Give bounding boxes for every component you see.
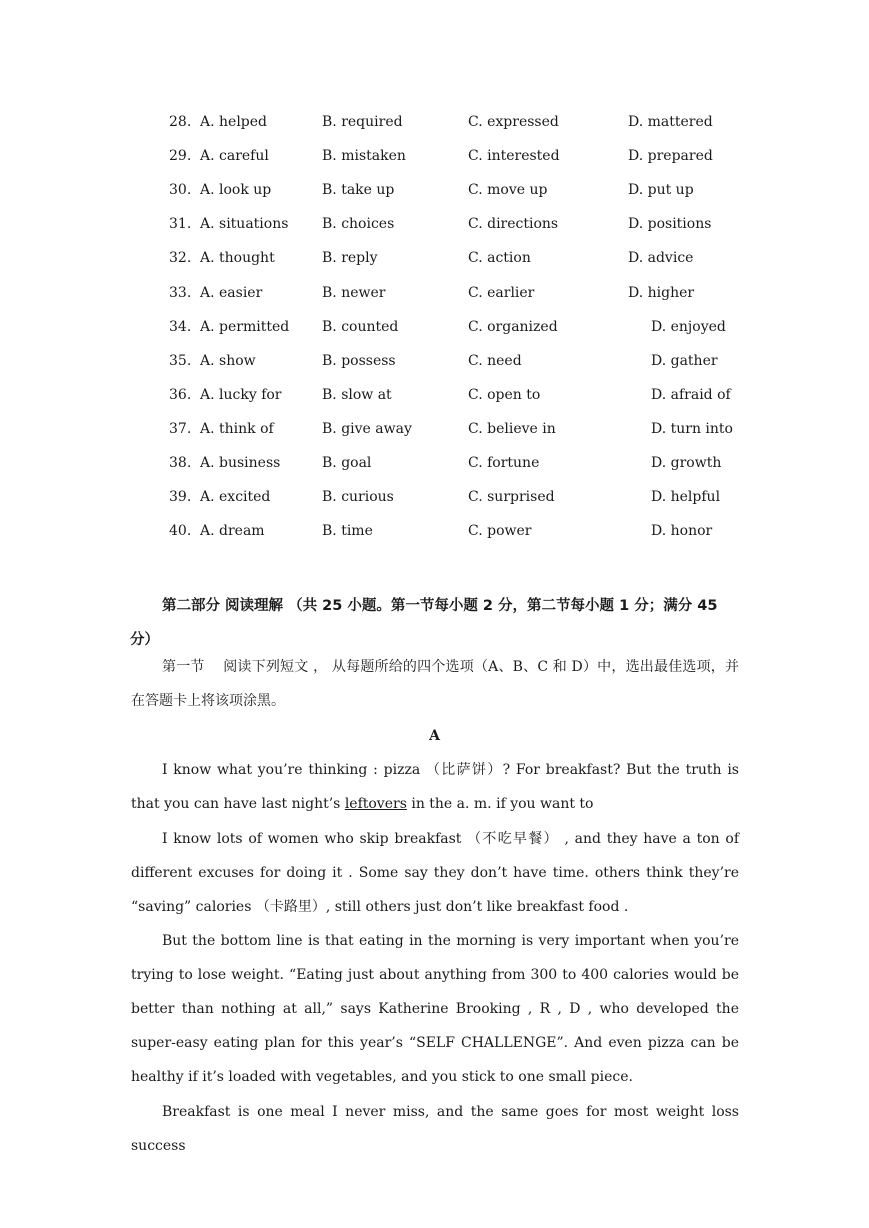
question-number: 36. [169, 387, 192, 403]
option-c: C. interested [468, 148, 560, 164]
passage-paragraph-4: Breakfast is one meal I never miss, and the same goes for most weight loss success [131, 1104, 739, 1154]
option-c: C. organized [468, 319, 558, 335]
option-a: A. business [200, 455, 281, 471]
underlined-word: leftovers [344, 796, 407, 812]
option-b: B. goal [322, 455, 372, 471]
option-a: A. show [200, 353, 256, 369]
option-b: B. time [322, 523, 373, 539]
option-b: B. curious [322, 489, 394, 505]
question-number: 33. [169, 285, 192, 301]
question-number: 34. [169, 319, 192, 335]
passage-paragraph-2: I know lots of women who skip breakfast （不吃早餐） , and they have a ton of different excuses for doing it . Some say they don’t have time. others think they’re “saving” calories （卡路里）, still others just don’t like breakfast food . [131, 831, 739, 915]
option-a: A. lucky for [200, 387, 282, 403]
option-a: A. excited [200, 489, 271, 505]
question-number: 28. [169, 114, 192, 130]
option-d: D. afraid of [651, 387, 731, 403]
option-a: A. careful [200, 148, 269, 164]
p1-text-end: in the a. m. if you want to [406, 796, 594, 812]
question-number: 37. [169, 421, 192, 437]
option-d: D. turn into [651, 421, 733, 437]
option-c: C. open to [468, 387, 541, 403]
question-number: 38. [169, 455, 192, 471]
option-d: D. advice [628, 250, 694, 266]
question-number: 40. [169, 523, 192, 539]
question-number: 31. [169, 216, 192, 232]
option-a: A. helped [200, 114, 267, 130]
option-b: B. choices [322, 216, 395, 232]
option-a: A. think of [200, 421, 274, 437]
question-number: 39. [169, 489, 192, 505]
option-b: B. newer [322, 285, 386, 301]
option-d: D. helpful [651, 489, 721, 505]
question-number: 29. [169, 148, 192, 164]
option-d: D. mattered [628, 114, 713, 130]
section-title [130, 589, 742, 648]
section-title-line2: 分） [130, 632, 159, 648]
question-number: 35. [169, 353, 192, 369]
question-number: 30. [169, 182, 192, 198]
option-d: D. gather [651, 353, 718, 369]
option-a: A. permitted [200, 319, 290, 335]
passage-paragraph-1 [131, 753, 739, 821]
option-a: A. look up [200, 182, 272, 198]
option-d: D. enjoyed [651, 319, 726, 335]
option-c: C. move up [468, 182, 548, 198]
option-c: C. believe in [468, 421, 556, 437]
passage-label: A [429, 728, 440, 744]
option-b: B. counted [322, 319, 399, 335]
question-number: 32. [169, 250, 192, 266]
option-c: C. earlier [468, 285, 535, 301]
option-b: B. slow at [322, 387, 392, 403]
option-a: A. situations [200, 216, 289, 232]
option-a: A. dream [200, 523, 265, 539]
option-b: B. take up [322, 182, 395, 198]
subsection-title: 第一节 [162, 659, 205, 675]
option-d: D. honor [651, 523, 713, 539]
option-a: A. easier [200, 285, 263, 301]
option-c: C. action [468, 250, 531, 266]
option-d: D. higher [628, 285, 695, 301]
option-c: C. fortune [468, 455, 540, 471]
option-b: B. reply [322, 250, 378, 266]
option-c: C. need [468, 353, 522, 369]
option-d: D. growth [651, 455, 722, 471]
option-c: C. directions [468, 216, 559, 232]
option-a: A. thought [200, 250, 275, 266]
option-b: B. mistaken [322, 148, 406, 164]
instruction-text: 阅读下列短文 ， 从每题所给的四个选项（A、B、C 和 D）中，选出最佳选项，并在答题卡上将该项涂黑。 [131, 659, 739, 709]
section-title-line1: 第二部分 阅读理解 （共 25 小题。第一节每小题 2 分，第二节每小题 1 分；满分 45 [162, 598, 718, 614]
section-instruction [131, 650, 739, 718]
option-d: D. positions [628, 216, 712, 232]
option-c: C. surprised [468, 489, 555, 505]
option-b: B. give away [322, 421, 412, 437]
option-d: D. prepared [628, 148, 713, 164]
passage-paragraph-3: But the bottom line is that eating in the morning is very important when you’re trying to lose weight. “Eating just about anything from 300 to 400 calories would be better than nothing at all,” says Katherine Brooking , R , D , who developed the super-easy eating plan for this year’s “SELF CHALLENGE”. And even pizza can be healthy if it’s loaded with vegetables, and you stick to one small piece. [131, 933, 739, 1085]
p1-text: I know what you’re thinking : pizza （比萨饼）? For breakfast? But the truth is that you can have last night’s [131, 762, 739, 812]
option-b: B. possess [322, 353, 396, 369]
option-c: C. power [468, 523, 532, 539]
option-b: B. required [322, 114, 403, 130]
option-d: D. put up [628, 182, 694, 198]
option-c: C. expressed [468, 114, 559, 130]
